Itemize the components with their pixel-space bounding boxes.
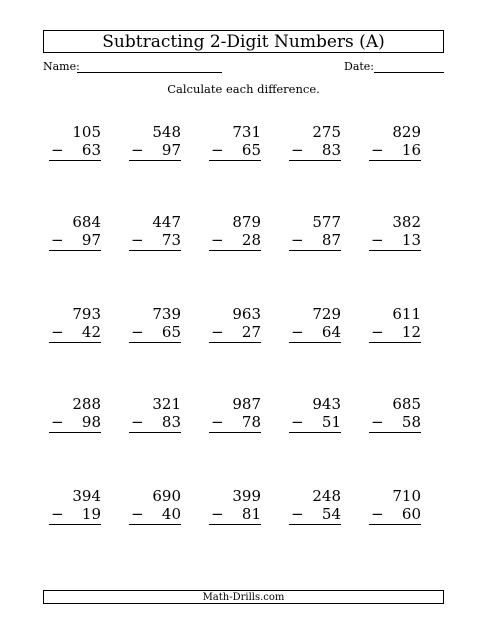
subtrahend: 58 xyxy=(401,413,421,431)
answer-line xyxy=(209,524,261,525)
minus-sign: − xyxy=(51,323,64,341)
answer-line xyxy=(129,250,181,251)
minuend: 321 xyxy=(152,395,181,413)
problem xyxy=(289,487,341,525)
minuend: 710 xyxy=(392,487,421,505)
subtrahend-row xyxy=(129,323,181,341)
subtrahend-row xyxy=(49,323,101,341)
problem xyxy=(129,395,181,433)
minus-sign: − xyxy=(51,413,64,431)
minuend: 275 xyxy=(312,123,341,141)
subtrahend: 40 xyxy=(161,505,181,523)
minus-sign: − xyxy=(291,141,304,159)
minuend: 548 xyxy=(152,123,181,141)
problem xyxy=(289,213,341,251)
name-label: Name: xyxy=(43,60,80,73)
subtrahend: 83 xyxy=(161,413,181,431)
minuend: 577 xyxy=(312,213,341,231)
minuend: 447 xyxy=(152,213,181,231)
minuend: 399 xyxy=(232,487,261,505)
subtrahend-row xyxy=(129,231,181,249)
answer-line xyxy=(369,432,421,433)
subtrahend-row xyxy=(49,141,101,159)
instructions: Calculate each difference. xyxy=(167,82,320,96)
subtrahend: 60 xyxy=(401,505,421,523)
minuend: 684 xyxy=(72,213,101,231)
subtrahend-row xyxy=(209,323,261,341)
subtrahend-row xyxy=(289,231,341,249)
problem xyxy=(289,305,341,343)
subtrahend: 13 xyxy=(401,231,421,249)
subtrahend-row xyxy=(129,505,181,523)
subtrahend-row xyxy=(289,413,341,431)
minuend: 685 xyxy=(392,395,421,413)
minuend: 879 xyxy=(232,213,261,231)
problem xyxy=(289,395,341,433)
minuend: 394 xyxy=(72,487,101,505)
problem xyxy=(369,395,421,433)
answer-line xyxy=(289,250,341,251)
subtrahend: 83 xyxy=(321,141,341,159)
subtrahend-row xyxy=(129,141,181,159)
subtrahend-row xyxy=(129,413,181,431)
answer-line xyxy=(129,524,181,525)
answer-line xyxy=(129,432,181,433)
subtrahend: 65 xyxy=(241,141,261,159)
subtrahend-row xyxy=(369,413,421,431)
problem xyxy=(209,487,261,525)
minuend: 829 xyxy=(392,123,421,141)
minus-sign: − xyxy=(211,413,224,431)
minus-sign: − xyxy=(211,231,224,249)
answer-line xyxy=(49,432,101,433)
minus-sign: − xyxy=(371,505,384,523)
minus-sign: − xyxy=(51,505,64,523)
subtrahend: 64 xyxy=(321,323,341,341)
problem xyxy=(49,395,101,433)
footer-text: Math-Drills.com xyxy=(202,591,285,603)
problem xyxy=(209,213,261,251)
subtrahend-row xyxy=(369,231,421,249)
subtrahend-row xyxy=(369,141,421,159)
answer-line xyxy=(209,432,261,433)
answer-line xyxy=(369,342,421,343)
minus-sign: − xyxy=(51,231,64,249)
minus-sign: − xyxy=(291,505,304,523)
problem xyxy=(129,213,181,251)
minus-sign: − xyxy=(131,231,144,249)
subtrahend: 54 xyxy=(321,505,341,523)
minuend: 690 xyxy=(152,487,181,505)
problem xyxy=(49,123,101,161)
minus-sign: − xyxy=(211,323,224,341)
minuend: 611 xyxy=(392,305,421,323)
minuend: 248 xyxy=(312,487,341,505)
minuend: 987 xyxy=(232,395,261,413)
minus-sign: − xyxy=(371,413,384,431)
answer-line xyxy=(209,160,261,161)
subtrahend: 97 xyxy=(161,141,181,159)
problem xyxy=(289,123,341,161)
minuend: 729 xyxy=(312,305,341,323)
subtrahend-row xyxy=(49,505,101,523)
subtrahend: 97 xyxy=(81,231,101,249)
minus-sign: − xyxy=(291,323,304,341)
minuend: 382 xyxy=(392,213,421,231)
problem xyxy=(369,487,421,525)
subtrahend: 63 xyxy=(81,141,101,159)
problem xyxy=(49,305,101,343)
answer-line xyxy=(289,160,341,161)
subtrahend: 19 xyxy=(81,505,101,523)
subtrahend-row xyxy=(289,505,341,523)
minuend: 105 xyxy=(72,123,101,141)
minuend: 288 xyxy=(72,395,101,413)
subtrahend: 27 xyxy=(241,323,261,341)
minus-sign: − xyxy=(291,413,304,431)
answer-line xyxy=(49,342,101,343)
answer-line xyxy=(49,524,101,525)
page-title: Subtracting 2-Digit Numbers (A) xyxy=(102,31,385,52)
problem xyxy=(49,487,101,525)
answer-line xyxy=(289,432,341,433)
subtrahend: 87 xyxy=(321,231,341,249)
subtrahend-row xyxy=(369,505,421,523)
answer-line xyxy=(129,160,181,161)
subtrahend: 51 xyxy=(321,413,341,431)
answer-line xyxy=(209,250,261,251)
answer-line xyxy=(49,160,101,161)
date-label: Date: xyxy=(344,60,375,73)
subtrahend-row xyxy=(209,231,261,249)
minus-sign: − xyxy=(131,141,144,159)
subtrahend: 98 xyxy=(81,413,101,431)
answer-line xyxy=(369,524,421,525)
minus-sign: − xyxy=(371,141,384,159)
minus-sign: − xyxy=(371,323,384,341)
footer-box xyxy=(43,590,444,604)
subtrahend-row xyxy=(289,141,341,159)
problem xyxy=(369,213,421,251)
answer-line xyxy=(289,524,341,525)
problem xyxy=(49,213,101,251)
problem xyxy=(209,123,261,161)
minuend: 963 xyxy=(232,305,261,323)
subtrahend: 16 xyxy=(401,141,421,159)
answer-line xyxy=(129,342,181,343)
subtrahend: 81 xyxy=(241,505,261,523)
minus-sign: − xyxy=(291,231,304,249)
subtrahend-row xyxy=(209,505,261,523)
problem xyxy=(369,305,421,343)
minuend: 793 xyxy=(72,305,101,323)
minus-sign: − xyxy=(211,505,224,523)
answer-line xyxy=(209,342,261,343)
minuend: 739 xyxy=(152,305,181,323)
answer-line xyxy=(369,160,421,161)
problem xyxy=(369,123,421,161)
minus-sign: − xyxy=(131,505,144,523)
problem xyxy=(129,305,181,343)
subtrahend-row xyxy=(49,413,101,431)
problem xyxy=(129,487,181,525)
minuend: 943 xyxy=(312,395,341,413)
subtrahend-row xyxy=(49,231,101,249)
subtrahend: 42 xyxy=(81,323,101,341)
subtrahend-row xyxy=(209,141,261,159)
subtrahend: 28 xyxy=(241,231,261,249)
answer-line xyxy=(289,342,341,343)
subtrahend: 73 xyxy=(161,231,181,249)
subtrahend: 12 xyxy=(401,323,421,341)
subtrahend: 78 xyxy=(241,413,261,431)
minuend: 731 xyxy=(232,123,261,141)
minus-sign: − xyxy=(131,323,144,341)
problem xyxy=(209,305,261,343)
answer-line xyxy=(369,250,421,251)
subtrahend-row xyxy=(369,323,421,341)
subtrahend: 65 xyxy=(161,323,181,341)
problem xyxy=(209,395,261,433)
minus-sign: − xyxy=(371,231,384,249)
minus-sign: − xyxy=(211,141,224,159)
subtrahend-row xyxy=(289,323,341,341)
minus-sign: − xyxy=(51,141,64,159)
problem xyxy=(129,123,181,161)
minus-sign: − xyxy=(131,413,144,431)
answer-line xyxy=(49,250,101,251)
subtrahend-row xyxy=(209,413,261,431)
